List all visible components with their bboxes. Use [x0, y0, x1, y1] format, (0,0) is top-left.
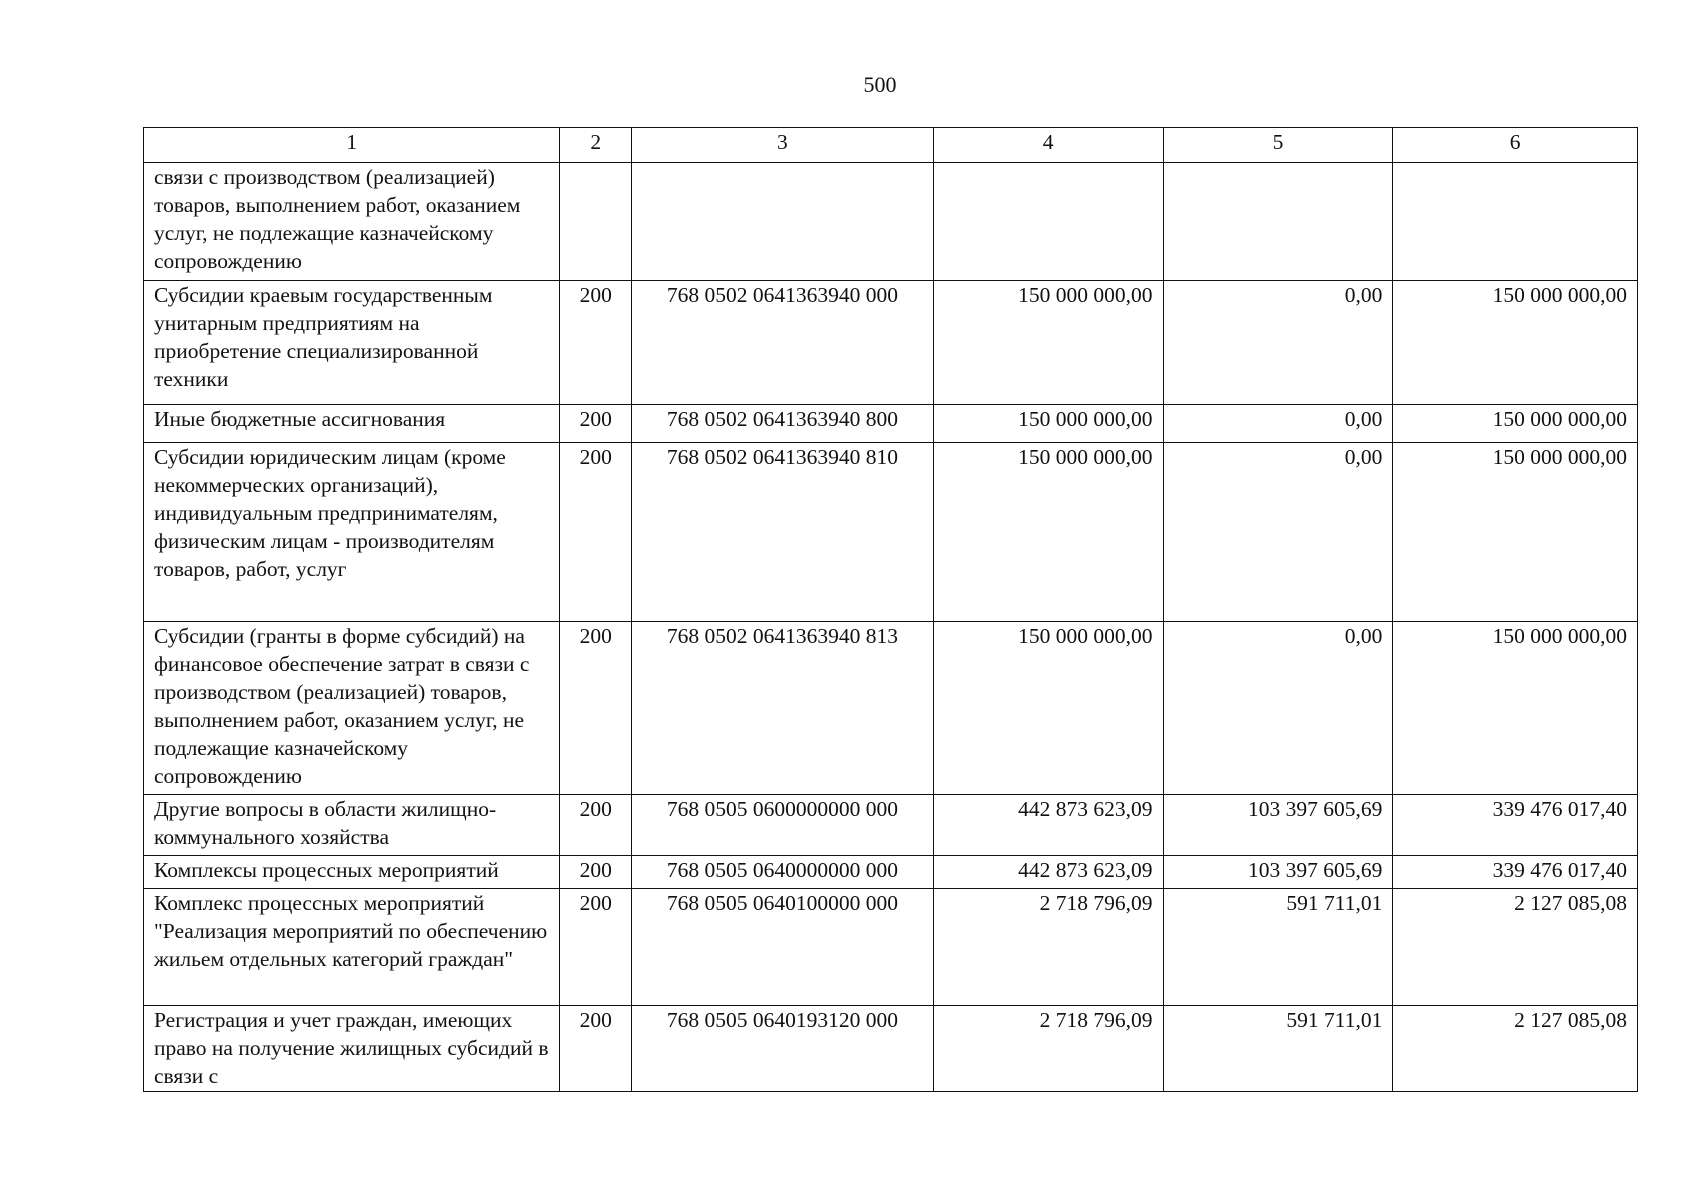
column-header: 2	[560, 128, 632, 163]
row-col4-cell	[933, 163, 1163, 281]
table-row	[144, 443, 1638, 622]
row-col6-cell: 150 000 000,00	[1393, 443, 1638, 622]
table-row	[144, 856, 1638, 889]
row-classification-cell: 768 0502 0641363940 810	[632, 443, 934, 622]
row-col4-cell: 2 718 796,09	[933, 1006, 1163, 1092]
row-name-cell: Комплексы процессных мероприятий	[144, 856, 560, 889]
row-col6-cell: 2 127 085,08	[1393, 889, 1638, 1006]
row-classification-cell: 768 0502 0641363940 800	[632, 405, 934, 443]
row-code-cell: 200	[560, 795, 632, 856]
table-row	[144, 405, 1638, 443]
row-col5-cell: 0,00	[1163, 622, 1393, 795]
row-classification-cell: 768 0502 0641363940 813	[632, 622, 934, 795]
row-col4-cell: 2 718 796,09	[933, 889, 1163, 1006]
row-col6-cell: 150 000 000,00	[1393, 281, 1638, 405]
row-col6-cell: 339 476 017,40	[1393, 856, 1638, 889]
row-classification-cell: 768 0505 0640193120 000	[632, 1006, 934, 1092]
column-header: 3	[632, 128, 934, 163]
row-col4-cell: 150 000 000,00	[933, 622, 1163, 795]
row-classification-cell: 768 0502 0641363940 000	[632, 281, 934, 405]
row-col5-cell: 0,00	[1163, 281, 1393, 405]
page-number: 500	[863, 72, 897, 97]
row-col6-cell: 2 127 085,08	[1393, 1006, 1638, 1092]
row-col5-cell: 0,00	[1163, 443, 1393, 622]
table-row	[144, 795, 1638, 856]
row-col6-cell: 150 000 000,00	[1393, 622, 1638, 795]
row-col5-cell: 0,00	[1163, 405, 1393, 443]
row-code-cell: 200	[560, 856, 632, 889]
row-col4-cell: 442 873 623,09	[933, 856, 1163, 889]
row-col4-cell: 150 000 000,00	[933, 443, 1163, 622]
column-header: 1	[144, 128, 560, 163]
row-col5-cell	[1163, 163, 1393, 281]
row-name-cell: связи с производством (реализацией) товаров, выполнением работ, оказанием услуг, не подлежащие казначейскому сопровождению	[144, 163, 560, 281]
row-code-cell: 200	[560, 443, 632, 622]
table-row	[144, 889, 1638, 1006]
table-row	[144, 163, 1638, 281]
row-col6-cell: 150 000 000,00	[1393, 405, 1638, 443]
row-classification-cell: 768 0505 0600000000 000	[632, 795, 934, 856]
row-code-cell: 200	[560, 405, 632, 443]
table-row	[144, 1006, 1638, 1092]
row-code-cell: 200	[560, 281, 632, 405]
row-col5-cell: 103 397 605,69	[1163, 856, 1393, 889]
row-name-cell: Субсидии (гранты в форме субсидий) на финансовое обеспечение затрат в связи с производством (реализацией) товаров, выполнением работ, оказанием услуг, не подлежащие казначейскому сопровождению	[144, 622, 560, 795]
row-classification-cell	[632, 163, 934, 281]
budget-table	[143, 127, 1638, 1092]
row-name-cell: Иные бюджетные ассигнования	[144, 405, 560, 443]
row-col4-cell: 150 000 000,00	[933, 281, 1163, 405]
row-code-cell: 200	[560, 1006, 632, 1092]
row-col5-cell: 103 397 605,69	[1163, 795, 1393, 856]
column-header: 5	[1163, 128, 1393, 163]
row-col4-cell: 442 873 623,09	[933, 795, 1163, 856]
column-header: 4	[933, 128, 1163, 163]
column-header: 6	[1393, 128, 1638, 163]
table-header-row	[144, 128, 1638, 163]
row-name-cell: Субсидии краевым государственным унитарным предприятиям на приобретение специализированной техники	[144, 281, 560, 405]
row-name-cell: Другие вопросы в области жилищно-коммунального хозяйства	[144, 795, 560, 856]
row-col5-cell: 591 711,01	[1163, 889, 1393, 1006]
row-col4-cell: 150 000 000,00	[933, 405, 1163, 443]
table-row	[144, 622, 1638, 795]
table-row	[144, 281, 1638, 405]
row-col5-cell: 591 711,01	[1163, 1006, 1393, 1092]
row-code-cell: 200	[560, 622, 632, 795]
row-name-cell: Комплекс процессных мероприятий "Реализация мероприятий по обеспечению жильем отдельных категорий граждан"	[144, 889, 560, 1006]
row-code-cell: 200	[560, 889, 632, 1006]
row-col6-cell	[1393, 163, 1638, 281]
row-name-cell: Регистрация и учет граждан, имеющих право на получение жилищных субсидий в связи с	[144, 1006, 560, 1092]
row-code-cell	[560, 163, 632, 281]
row-classification-cell: 768 0505 0640100000 000	[632, 889, 934, 1006]
row-col6-cell: 339 476 017,40	[1393, 795, 1638, 856]
budget-table-body	[144, 128, 1638, 1092]
row-name-cell: Субсидии юридическим лицам (кроме некоммерческих организаций), индивидуальным предпринимателям, физическим лицам - производителям товаров, работ, услуг	[144, 443, 560, 622]
row-classification-cell: 768 0505 0640000000 000	[632, 856, 934, 889]
